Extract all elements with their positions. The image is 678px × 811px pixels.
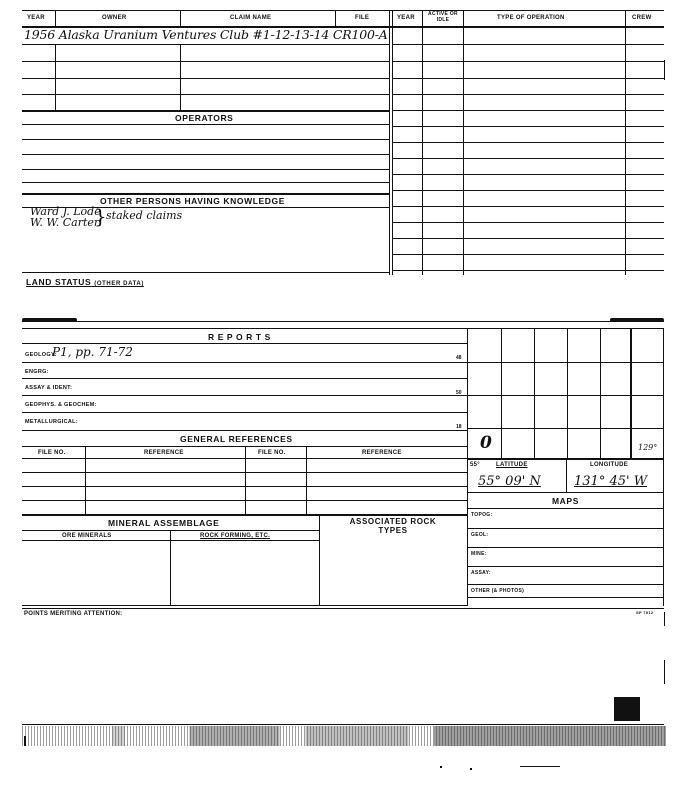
- points-meriting-attention: POINTS MERITING ATTENTION:: [24, 611, 123, 617]
- mineral-header-rock-forming: ROCK FORMING, ETC.: [200, 533, 271, 539]
- header-claim-name: CLAIM NAME: [230, 15, 272, 21]
- header-year-2: YEAR: [397, 15, 415, 21]
- header-active-or-idle: ACTIVE OR IDLE: [428, 11, 458, 23]
- longitude-label: LONGITUDE: [590, 462, 629, 468]
- form-number: SP 7912: [636, 610, 654, 615]
- latitude-label: LATITUDE: [496, 462, 528, 468]
- map-mine: MINE:: [471, 551, 487, 557]
- latitude-value: 55° 09' N: [478, 474, 541, 489]
- map-assay: ASSAY:: [471, 570, 491, 576]
- header-owner: OWNER: [102, 15, 127, 21]
- mineral-assemblage-title: MINERAL ASSEMBLAGE: [108, 518, 220, 528]
- report-label-geophys: GEOPHYS. & GEOCHEM:: [25, 402, 97, 408]
- associated-rock-types-title: ASSOCIATED ROCK TYPES: [349, 517, 437, 535]
- report-num-assay: 50: [456, 390, 462, 396]
- header-crew: CREW: [632, 15, 652, 21]
- ref-header-file-no: FILE NO.: [38, 450, 66, 456]
- other-persons-title: OTHER PERSONS HAVING KNOWLEDGE: [100, 196, 286, 206]
- mineral-header-ore: ORE MINERALS: [62, 533, 112, 539]
- scan-noise-strip: [22, 726, 666, 746]
- report-label-engrg: ENGRG:: [25, 369, 49, 375]
- report-label-metallurgical: METALLURGICAL:: [25, 419, 78, 425]
- persons-note: staked claims: [106, 209, 183, 222]
- report-label-assay: ASSAY & IDENT:: [25, 385, 73, 391]
- grid-circle-mark: 0: [480, 433, 492, 453]
- ref-header-reference-2: REFERENCE: [362, 450, 402, 456]
- longitude-value: 131° 45' W: [574, 474, 648, 489]
- brace: }: [94, 204, 107, 228]
- grid-corner-mark: 129°: [638, 443, 658, 452]
- maps-title: MAPS: [552, 496, 579, 506]
- header-type-of-operation: TYPE OF OPERATION: [497, 15, 565, 21]
- operators-title: OPERATORS: [175, 113, 234, 123]
- black-square: [614, 697, 640, 721]
- owner-entry: 1956 Alaska Uranium Ventures Club #1-12-13-14 CR100-A: [24, 27, 388, 42]
- ref-header-file-no-2: FILE NO.: [258, 450, 286, 456]
- person-2: W. W. Carter: [30, 216, 100, 229]
- land-status-title: LAND STATUS (OTHER DATA): [26, 277, 144, 287]
- report-num-geology: 48: [456, 355, 462, 361]
- reports-title: R E P O R T S: [208, 332, 271, 342]
- ref-header-reference: REFERENCE: [144, 450, 184, 456]
- lat-prefix: 55°: [470, 462, 480, 468]
- general-references-title: GENERAL REFERENCES: [180, 434, 293, 444]
- header-file: FILE: [355, 15, 370, 21]
- map-geol: GEOL:: [471, 532, 489, 538]
- person-1: Ward J. Lode: [30, 205, 101, 218]
- header-year: YEAR: [27, 15, 45, 21]
- report-label-geology: GEOLOGY:: [25, 352, 57, 358]
- map-other: OTHER (& PHOTOS): [471, 588, 525, 594]
- report-num-metallurgical: 18: [456, 424, 462, 430]
- report-entry-geology: P1, pp. 71-72: [52, 345, 133, 359]
- map-topog: TOPOG:: [471, 512, 493, 518]
